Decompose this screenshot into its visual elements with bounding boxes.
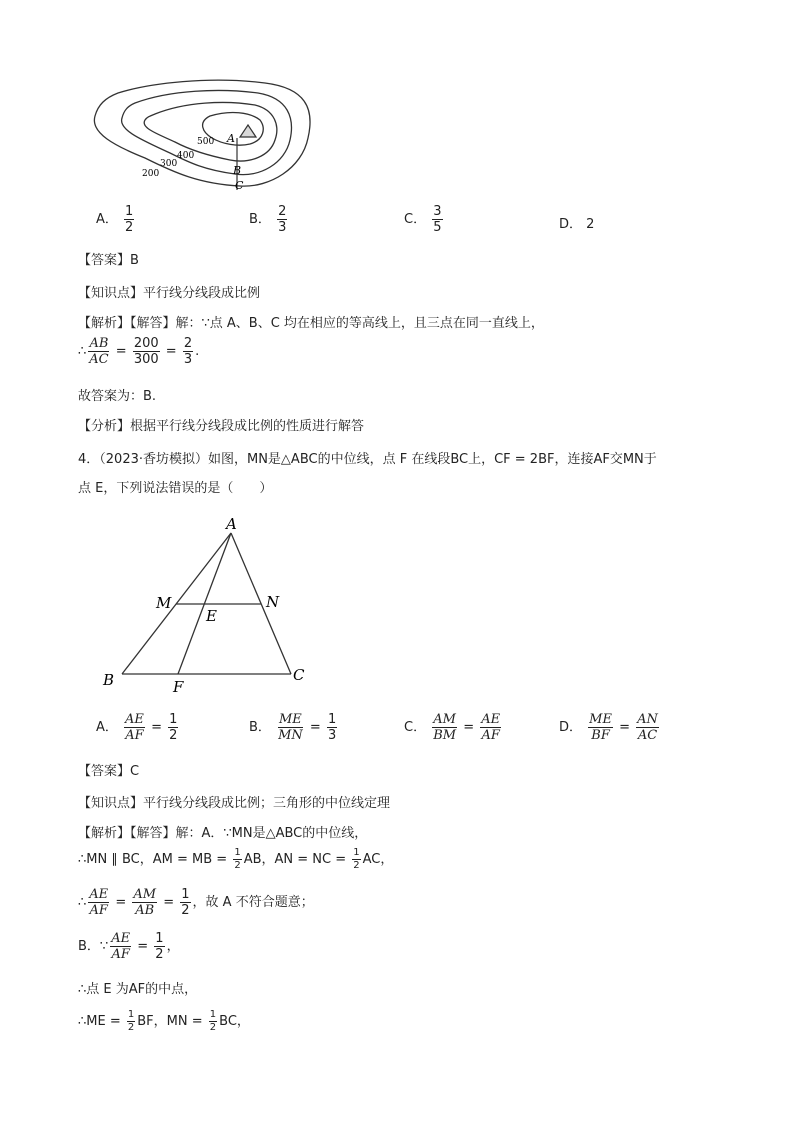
- fraction-numerator: AE: [111, 931, 131, 946]
- fraction-numerator: AN: [637, 712, 658, 727]
- q3-option-b[interactable]: [249, 205, 289, 234]
- text-segment: BF，MN =: [137, 1014, 203, 1029]
- contour-line-400: [144, 102, 277, 161]
- label-vertex-a: A: [226, 515, 237, 533]
- q4-solution-line4: [78, 932, 180, 961]
- contour-map-figure: [90, 78, 320, 193]
- fraction-numerator: 3: [433, 204, 442, 219]
- fraction-numerator: AE: [89, 887, 109, 902]
- fraction-numerator: 1: [181, 887, 190, 902]
- option-value: 2: [586, 217, 595, 232]
- text-segment: ，: [166, 939, 180, 954]
- option-label: B．: [249, 212, 271, 227]
- label-point-e: E: [206, 607, 217, 625]
- option-label: C．: [404, 720, 427, 735]
- fraction-denominator: 300: [133, 352, 159, 367]
- q4-option-c[interactable]: [404, 713, 503, 742]
- equals-sign: =: [165, 344, 177, 359]
- fraction-numerator: AE: [481, 712, 501, 727]
- label-500: 500: [197, 137, 215, 147]
- label-point-a: A: [227, 132, 235, 145]
- option-label: A．: [96, 720, 118, 735]
- q3-answer: 【答案】B: [78, 253, 139, 268]
- q4-solution-line3: [78, 888, 314, 917]
- peak-triangle-icon: [240, 125, 256, 137]
- equals-sign: =: [115, 344, 127, 359]
- label-point-f: F: [173, 678, 184, 696]
- equals-sign: =: [151, 720, 162, 735]
- text-segment: ∴ME =: [78, 1014, 121, 1029]
- fraction-denominator: 3: [183, 352, 193, 367]
- fraction-denominator: AF: [125, 728, 144, 743]
- fraction-numerator: ME: [589, 712, 612, 727]
- q4-solution-line6: [78, 1010, 250, 1033]
- label-400: 400: [177, 151, 195, 161]
- fraction-denominator: 2: [209, 1022, 217, 1033]
- fraction-numerator: AM: [133, 887, 157, 902]
- therefore-symbol: ∴: [78, 344, 87, 359]
- text-segment: ∴MN ∥ BC，AM = MB =: [78, 852, 228, 867]
- fraction-denominator: AC: [89, 352, 109, 367]
- label-200: 200: [142, 169, 160, 179]
- q3-option-a[interactable]: [96, 205, 136, 234]
- fraction-denominator: 3: [327, 728, 337, 743]
- fraction-numerator: 1: [169, 712, 178, 727]
- fraction-denominator: AC: [637, 728, 658, 743]
- fraction-numerator: 1: [127, 1009, 135, 1020]
- fraction-denominator: 2: [181, 903, 190, 918]
- label-point-m: M: [156, 594, 172, 612]
- fraction-denominator: 2: [125, 220, 134, 235]
- period: .: [195, 344, 200, 359]
- fraction-denominator: AF: [111, 947, 130, 962]
- fraction-denominator: BM: [433, 728, 457, 743]
- contour-line-200: [94, 80, 310, 186]
- fraction-numerator: 1: [327, 712, 337, 727]
- fraction-denominator: 2: [127, 1022, 135, 1033]
- fraction-numerator: 1: [234, 847, 241, 858]
- fraction-numerator: AM: [433, 712, 456, 727]
- q4-option-d[interactable]: [559, 713, 661, 742]
- therefore-symbol: ∴: [78, 895, 87, 910]
- text-segment: BC，: [219, 1014, 250, 1029]
- q3-final-answer: 故答案为：B.: [78, 389, 157, 404]
- fraction-denominator: 3: [278, 220, 287, 235]
- equals-sign: =: [619, 720, 631, 735]
- q3-fenxi: 【分析】根据平行线分线段成比例的性质进行解答: [78, 419, 365, 434]
- fraction-numerator: 2: [278, 204, 287, 219]
- option-label: C．: [404, 212, 427, 227]
- option-label: B．: [249, 720, 271, 735]
- q4-analysis: 【解析】【解答】解：A．∵MN是△ABC的中位线，: [78, 826, 368, 841]
- q4-option-b[interactable]: [249, 713, 339, 742]
- fraction-numerator: AB: [89, 336, 109, 351]
- fraction-denominator: 2: [155, 947, 164, 962]
- fraction-denominator: BF: [591, 728, 610, 743]
- text-segment: ，故 A 不符合题意；: [192, 895, 314, 910]
- q4-answer: 【答案】C: [78, 764, 140, 779]
- option-label: A．: [96, 212, 118, 227]
- q3-equation: [78, 337, 199, 366]
- text-segment: B．∵: [78, 939, 109, 954]
- option-label: D．: [559, 217, 583, 232]
- fraction-denominator: MN: [278, 728, 303, 743]
- equals-sign: =: [309, 720, 321, 735]
- label-vertex-b: B: [103, 671, 115, 689]
- fraction-numerator: 1: [209, 1009, 217, 1020]
- option-label: D．: [559, 720, 583, 735]
- fraction-numerator: 2: [183, 336, 193, 351]
- q4-solution-line5: ∴点 E 为AF的中点，: [78, 982, 198, 997]
- q3-option-c[interactable]: [404, 205, 445, 234]
- q4-option-a[interactable]: [96, 713, 180, 742]
- equals-sign: =: [163, 895, 175, 910]
- fraction-numerator: 1: [353, 847, 360, 858]
- equals-sign: =: [137, 939, 149, 954]
- text-segment: AC，: [362, 852, 394, 867]
- label-vertex-c: C: [293, 666, 305, 684]
- fraction-denominator: 2: [353, 860, 360, 871]
- q4-stem-line2: 点 E，下列说法错误的是（ ）: [78, 481, 273, 496]
- label-300: 300: [160, 159, 178, 169]
- fraction-denominator: 2: [234, 860, 241, 871]
- fraction-numerator: AE: [125, 712, 144, 727]
- fraction-numerator: ME: [279, 712, 302, 727]
- label-point-c: C: [235, 179, 244, 192]
- fraction-denominator: AF: [89, 903, 108, 918]
- text-segment: AB，AN = NC =: [243, 852, 347, 867]
- equals-sign: =: [115, 895, 127, 910]
- fraction-denominator: 5: [433, 220, 442, 235]
- fraction-numerator: 200: [133, 336, 159, 351]
- q3-analysis: 【解析】【解答】解：∵点 A、B、C 均在相应的等高线上，且三点在同一直线上，: [78, 316, 544, 331]
- q4-solution-line2: [78, 848, 393, 871]
- q3-knowledge-point: 【知识点】平行线分线段成比例: [78, 286, 261, 301]
- q4-knowledge-point: 【知识点】平行线分线段成比例；三角形的中位线定理: [78, 796, 391, 811]
- triangle-figure: [98, 514, 318, 699]
- fraction-numerator: 1: [125, 204, 134, 219]
- fraction-denominator: AB: [135, 903, 155, 918]
- fraction-numerator: 1: [155, 931, 164, 946]
- equals-sign: =: [463, 720, 475, 735]
- fraction-denominator: AF: [481, 728, 500, 743]
- q4-stem-line1: 4．（2023·香坊模拟）如图，MN是△ABC的中位线，点 F 在线段BC上，CF = 2BF，连接AF交MN于: [78, 452, 657, 467]
- label-point-n: N: [266, 593, 280, 611]
- fraction-denominator: 2: [169, 728, 178, 743]
- label-point-b: B: [233, 164, 242, 177]
- q3-option-d[interactable]: [559, 213, 594, 232]
